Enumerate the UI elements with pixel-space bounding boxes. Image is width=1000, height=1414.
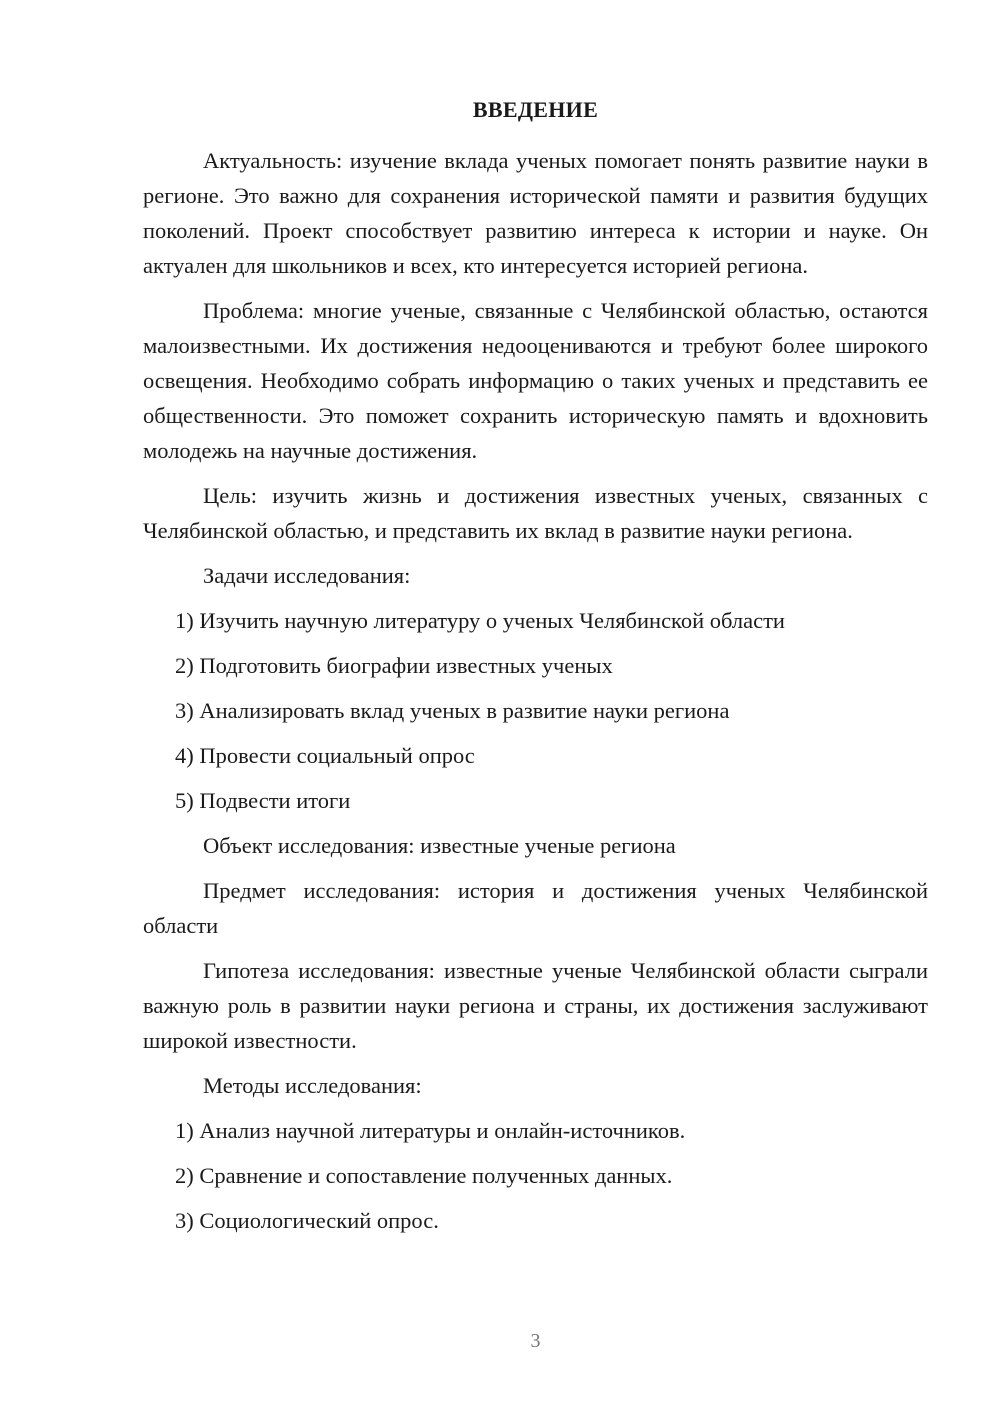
list-item: 5) Подвести итоги	[175, 788, 351, 813]
list-item: 3) Анализировать вклад ученых в развитие науки региона	[175, 698, 730, 723]
list-item: 4) Провести социальный опрос	[175, 743, 475, 768]
problem-paragraph: Проблема: многие ученые, связанные с Челябинской областью, остаются малоизвестными. Их достижения недооцениваются и требуют более широкого освещения. Необходимо собрать информацию о таких ученых и представить ее общественности. Это поможет сохранить историческую память и вдохновить молодежь на научные достижения.	[143, 298, 928, 463]
tasks-title: Задачи исследования:	[203, 563, 411, 588]
page-number: 3	[530, 1330, 541, 1352]
subject-paragraph: Предмет исследования: история и достижения ученых Челябинской области	[143, 878, 928, 938]
methods-list	[143, 1113, 928, 1238]
list-item: 1) Изучить научную литературу о ученых Челябинской области	[175, 608, 785, 633]
document-body	[143, 143, 928, 1248]
page-heading: ВВЕДЕНИЕ	[472, 97, 599, 122]
list-item: 3) Социологический опрос.	[175, 1208, 439, 1233]
list-item: 2) Подготовить биографии известных ученых	[175, 653, 613, 678]
object-paragraph: Объект исследования: известные ученые региона	[203, 833, 676, 858]
list-item: 2) Сравнение и сопоставление полученных данных.	[175, 1163, 673, 1188]
methods-title: Методы исследования:	[203, 1073, 422, 1098]
tasks-list	[143, 603, 928, 818]
relevance-paragraph: Актуальность: изучение вклада ученых помогает понять развитие науки в регионе. Это важно для сохранения исторической памяти и развития будущих поколений. Проект способствует развитию интереса к истории и науке. Он актуален для школьников и всех, кто интересуется историей региона.	[143, 148, 928, 278]
hypothesis-paragraph: Гипотеза исследования: известные ученые Челябинской области сыграли важную роль в развитии науки региона и страны, их достижения заслуживают широкой известности.	[143, 958, 928, 1053]
list-item: 1) Анализ научной литературы и онлайн-источников.	[175, 1118, 686, 1143]
document-page	[143, 0, 928, 1414]
goal-paragraph: Цель: изучить жизнь и достижения известных ученых, связанных с Челябинской областью, и представить их вклад в развитие науки региона.	[143, 483, 928, 543]
